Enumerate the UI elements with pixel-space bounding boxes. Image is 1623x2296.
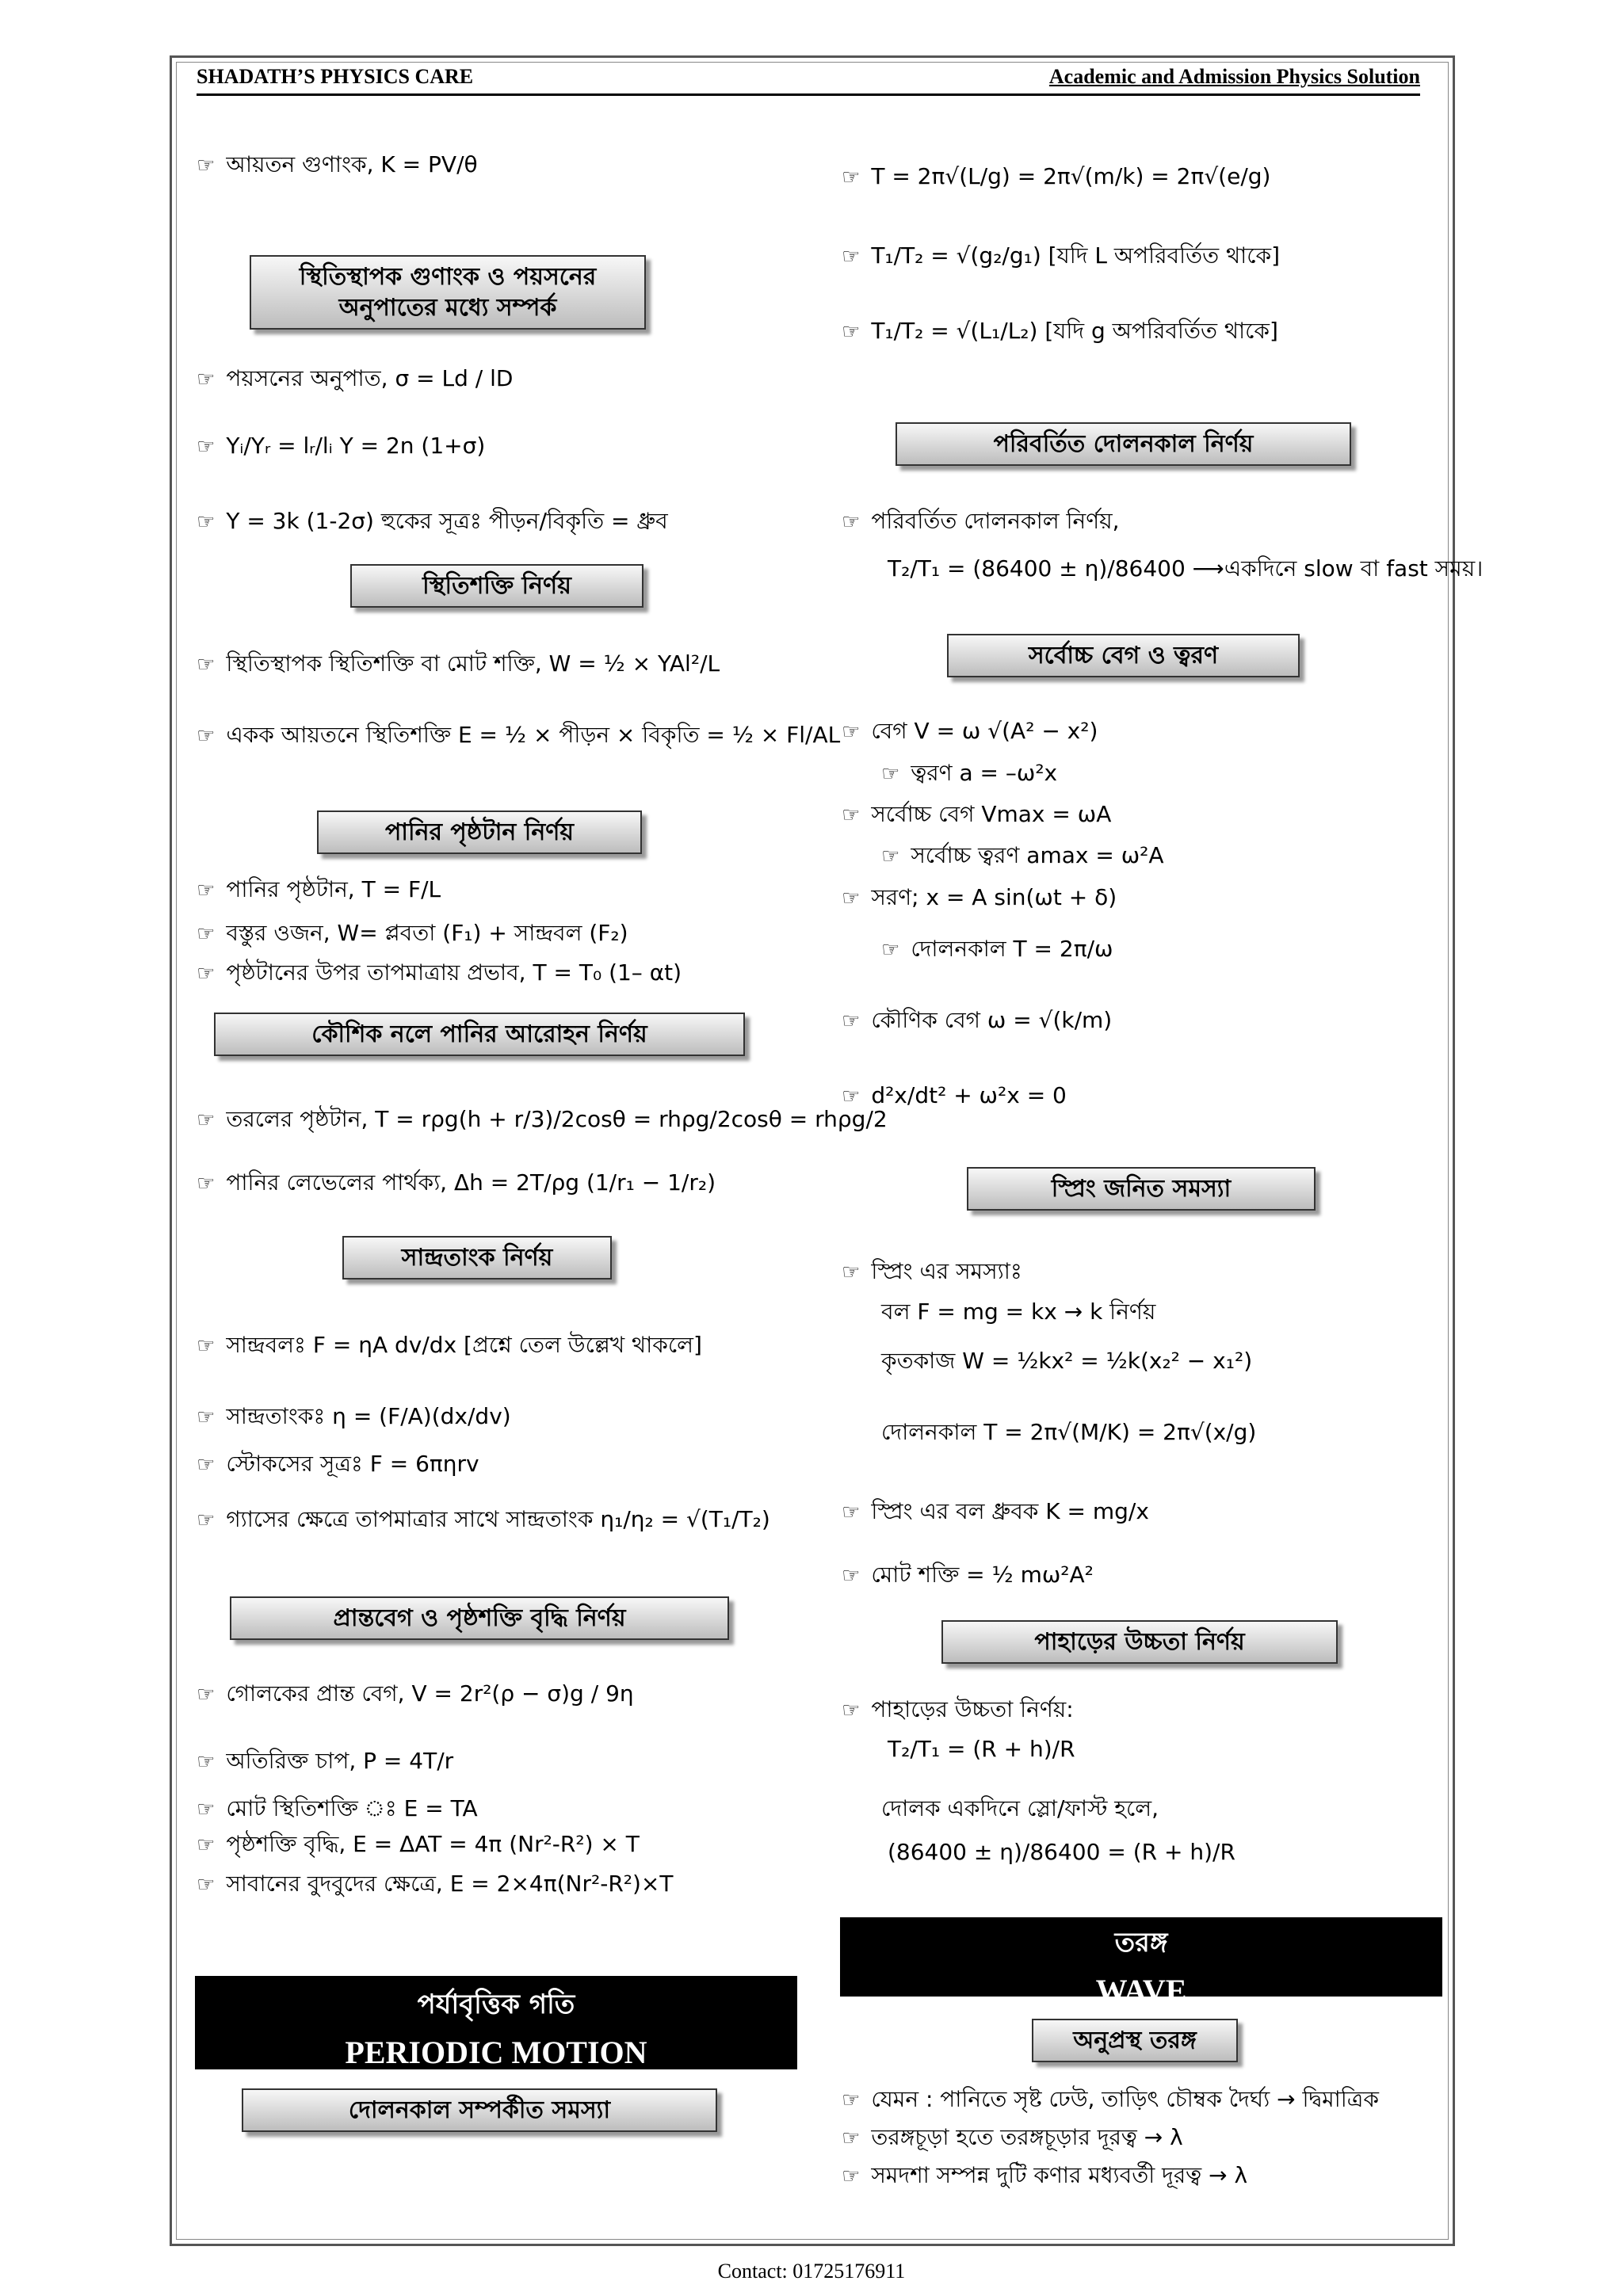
section-heading: স্থিতিস্থাপক গুণাংক ও পয়সনের অনুপাতের মধ্যে সম্পর্ক (250, 255, 646, 330)
pointing-hand-icon: ☞ (842, 803, 861, 827)
header-title: SHADATH’S PHYSICS CARE (197, 65, 474, 88)
formula-line: বল F = mg = kx → k নির্ণয় (881, 1299, 1156, 1325)
chapter-title-en: PERIODIC MOTION (345, 2035, 647, 2070)
formula-line: কৃতকাজ W = ½kx² = ½k(x₂² − x₁²) (881, 1348, 1253, 1374)
formula-line: ☞ সান্দ্রতাংকঃ η = (F/A)(dx/dv) (197, 1403, 511, 1429)
formula-line: ☞ সর্বোচ্চ ত্বরণ amax = ω²A (881, 842, 1164, 868)
formula-line: ☞ একক আয়তনে স্থিতিশক্তি E = ½ × পীড়ন × বিকৃতি = ½ × Fl/AL (197, 722, 841, 748)
formula-line: T₂/T₁ = (86400 ± η)/86400 ⟶একদিনে slow বা fast সময়। (888, 555, 1484, 582)
formula-line: ☞ মোট শক্তি = ½ mω²A² (842, 1562, 1094, 1588)
pointing-hand-icon: ☞ (842, 1699, 861, 1722)
pointing-hand-icon: ☞ (197, 1750, 216, 1774)
formula-line: দোলনকাল T = 2π√(M/K) = 2π√(x/g) (881, 1419, 1257, 1445)
pointing-hand-icon: ☞ (842, 510, 861, 534)
pointing-hand-icon: ☞ (842, 1261, 861, 1284)
pointing-hand-icon: ☞ (197, 510, 216, 534)
formula-line: ☞ স্প্রিং এর বল ধ্রুবক K = mg/x (842, 1498, 1149, 1524)
formula-line: ☞ তরঙ্গচূড়া হতে তরঙ্গচূড়ার দূরত্ব → λ (842, 2124, 1183, 2150)
pointing-hand-icon: ☞ (197, 1334, 216, 1358)
formula-line: ☞ তরলের পৃষ্ঠটান, T = rρg(h + r/3)/2cosθ = rhρg/2cosθ = rhρg/2 (197, 1106, 888, 1132)
formula-line: ☞ স্টোকসের সূত্রঃ F = 6πηrv (197, 1451, 479, 1477)
formula-line: ☞ বস্তুর ওজন, W= প্লবতা (F₁) + সান্দ্রবল (F₂) (197, 920, 628, 946)
formula-line: ☞ Y = 3k (1-2σ) হুকের সূত্রঃ পীড়ন/বিকৃতি = ধ্রুব (197, 508, 668, 534)
formula-line: ☞ বেগ V = ω √(A² − x²) (842, 718, 1098, 744)
formula-line: (86400 ± η)/86400 = (R + h)/R (888, 1839, 1235, 1865)
header-rule (197, 93, 1420, 96)
formula-line: ☞ মোট স্থিতিশক্তি ঃ E = TA (197, 1795, 478, 1821)
formula-line: ☞ গোলকের প্রান্ত বেগ, V = 2r²(ρ − σ)g / 9η (197, 1680, 634, 1707)
pointing-hand-icon: ☞ (197, 1172, 216, 1196)
pointing-hand-icon: ☞ (197, 922, 216, 946)
formula-line: T₂/T₁ = (R + h)/R (888, 1736, 1075, 1762)
pointing-hand-icon: ☞ (197, 1833, 216, 1857)
section-heading: পানির পৃষ্ঠটান নির্ণয় (317, 810, 642, 854)
formula-line: ☞ d²x/dt² + ω²x = 0 (842, 1082, 1067, 1108)
formula-line: ☞ পৃষ্ঠটানের উপর তাপমাত্রায় প্রভাব, T = T₀ (1– αt) (197, 959, 682, 986)
section-heading: সর্বোচ্চ বেগ ও ত্বরণ (947, 634, 1300, 677)
formula-line: ☞ T = 2π√(L/g) = 2π√(m/k) = 2π√(e/g) (842, 163, 1271, 189)
formula-line: ☞ সমদশা সম্পন্ন দুটি কণার মধ্যবর্তী দূরত্ব → λ (842, 2162, 1248, 2188)
pointing-hand-icon: ☞ (842, 2088, 861, 2112)
formula-line: ☞ T₁/T₂ = √(g₂/g₁) [যদি L অপরিবর্তিত থাকে] (842, 242, 1281, 269)
section-heading: পরিবর্তিত দোলনকাল নির্ণয় (896, 422, 1351, 466)
formula-line: ☞ পাহাড়ের উচ্চতা নির্ণয়: (842, 1696, 1074, 1722)
pointing-hand-icon: ☞ (197, 653, 216, 677)
pointing-hand-icon: ☞ (881, 845, 900, 868)
pointing-hand-icon: ☞ (197, 1108, 216, 1132)
pointing-hand-icon: ☞ (842, 2164, 861, 2188)
pointing-hand-icon: ☞ (197, 1683, 216, 1707)
formula-line: ☞ অতিরিক্ত চাপ, P = 4T/r (197, 1748, 454, 1774)
formula-line: ☞ কৌণিক বেগ ω = √(k/m) (842, 1007, 1113, 1033)
pointing-hand-icon: ☞ (881, 762, 900, 786)
pointing-hand-icon: ☞ (197, 879, 216, 902)
formula-line: ☞ পানির পৃষ্ঠটান, T = F/L (197, 876, 441, 902)
pointing-hand-icon: ☞ (842, 166, 861, 189)
formula-line: দোলক একদিনে স্লো/ফাস্ট হলে, (881, 1795, 1159, 1821)
formula-line: ☞ পানির লেভেলের পার্থক্য, Δh = 2T/ρg (1/r₁ − 1/r₂) (197, 1169, 716, 1196)
formula-line: ☞ Yᵢ/Yᵣ = lᵣ/lᵢ Y = 2n (1+σ) (197, 433, 486, 459)
formula-line: ☞ স্থিতিস্থাপক স্থিতিশক্তি বা মোট শক্তি, W = ½ × YAl²/L (197, 650, 720, 677)
formula-line: ☞ গ্যাসের ক্ষেত্রে তাপমাত্রার সাথে সান্দ্রতাংক η₁/η₂ = √(T₁/T₂) (197, 1506, 770, 1532)
formula-line: ☞ যেমন : পানিতে সৃষ্ট ঢেউ, তাড়িৎ চৌম্বক দৈর্ঘ্য → দ্বিমাত্রিক (842, 2086, 1379, 2112)
pointing-hand-icon: ☞ (842, 1085, 861, 1108)
formula-line: ☞ ত্বরণ a = –ω²x (881, 760, 1058, 786)
section-heading: কৌশিক নলে পানির আরোহন নির্ণয় (214, 1013, 745, 1056)
pointing-hand-icon: ☞ (842, 887, 861, 910)
pointing-hand-icon: ☞ (197, 1405, 216, 1429)
formula-line: ☞ সরণ; x = A sin(ωt + δ) (842, 884, 1117, 910)
pointing-hand-icon: ☞ (197, 724, 216, 748)
pointing-hand-icon: ☞ (197, 1798, 216, 1821)
section-heading: অনুপ্রস্থ তরঙ্গ (1032, 2019, 1238, 2062)
formula-line: ☞ আয়তন গুণাংক, K = PV/θ (197, 151, 478, 177)
formula-line: ☞ স্প্রিং এর সমস্যাঃ (842, 1258, 1022, 1284)
formula-line: ☞ সান্দ্রবলঃ F = ηA dv/dx [প্রশ্নে তেল উল্লেখ থাকলে] (197, 1332, 702, 1358)
section-heading: দোলনকাল সম্পর্কীত সমস্যা (242, 2088, 717, 2132)
pointing-hand-icon: ☞ (197, 962, 216, 986)
pointing-hand-icon: ☞ (842, 1501, 861, 1524)
chapter-title-en: WAVE (1095, 1973, 1187, 2008)
pointing-hand-icon: ☞ (842, 2126, 861, 2150)
chapter-banner (195, 1976, 797, 2069)
pointing-hand-icon: ☞ (197, 368, 216, 391)
formula-line: ☞ সাবানের বুদবুদের ক্ষেত্রে, E = 2×4π(Nr²-R²)×T (197, 1871, 674, 1897)
formula-line: ☞ পৃষ্ঠশক্তি বৃদ্ধি, E = ΔAT = 4π (Nr²-R²) × T (197, 1831, 640, 1857)
pointing-hand-icon: ☞ (842, 245, 861, 269)
formula-line: ☞ পয়সনের অনুপাত, σ = Ld / lD (197, 365, 514, 391)
formula-line: ☞ সর্বোচ্চ বেগ Vmax = ωA (842, 801, 1112, 827)
pointing-hand-icon: ☞ (881, 938, 900, 962)
pointing-hand-icon: ☞ (842, 1009, 861, 1033)
header-subtitle: Academic and Admission Physics Solution (1048, 65, 1420, 88)
pointing-hand-icon: ☞ (197, 1453, 216, 1477)
footer-contact: Contact: 01725176911 (717, 2260, 906, 2283)
pointing-hand-icon: ☞ (197, 154, 216, 177)
chapter-title-bn: পর্যাবৃত্তিক গতি (417, 1989, 575, 2020)
section-heading: প্রান্তবেগ ও পৃষ্ঠশক্তি বৃদ্ধি নির্ণয় (230, 1596, 729, 1640)
section-heading: স্প্রিং জনিত সমস্যা (967, 1167, 1316, 1211)
chapter-title-bn: তরঙ্গ (1114, 1927, 1168, 1958)
section-heading: সান্দ্রতাংক নির্ণয় (342, 1236, 612, 1280)
formula-line: ☞ পরিবর্তিত দোলনকাল নির্ণয়, (842, 508, 1120, 534)
chapter-banner (840, 1917, 1442, 2008)
pointing-hand-icon: ☞ (197, 435, 216, 459)
section-heading: স্থিতিশক্তি নির্ণয় (350, 564, 643, 608)
pointing-hand-icon: ☞ (197, 1873, 216, 1897)
pointing-hand-icon: ☞ (197, 1508, 216, 1532)
pointing-hand-icon: ☞ (842, 320, 861, 344)
formula-line: ☞ দোলনকাল T = 2π/ω (881, 936, 1113, 962)
formula-line: ☞ T₁/T₂ = √(L₁/L₂) [যদি g অপরিবর্তিত থাকে] (842, 318, 1278, 344)
section-heading: পাহাড়ের উচ্চতা নির্ণয় (941, 1620, 1338, 1664)
pointing-hand-icon: ☞ (842, 720, 861, 744)
pointing-hand-icon: ☞ (842, 1564, 861, 1588)
